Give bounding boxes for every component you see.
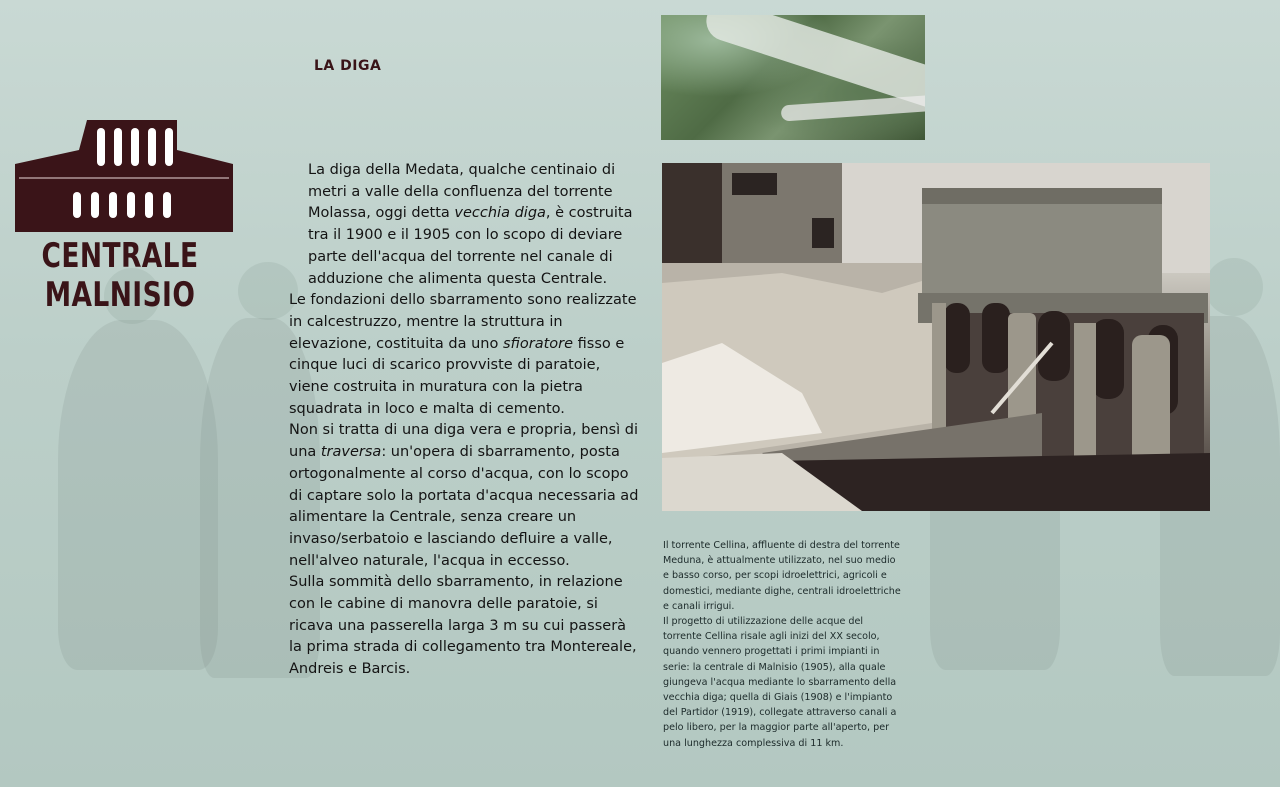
- paragraph-1: La diga della Medata, qualche centinaio di metri a valle della confluenza del torrente Molassa, oggi detta vecchia diga, è costruita tra il 1900 e il 1905 con lo scopo di deviare parte dell'acqua del torrente nel canale di adduzione che alimenta questa Centrale.: [308, 162, 633, 287]
- section-title: LA DIGA: [314, 58, 382, 74]
- aerial-valley-photo: [661, 15, 925, 140]
- historic-dam-photo: [662, 163, 1210, 511]
- logo-title-line-2: MALNISIO: [44, 275, 196, 315]
- background-figure: [58, 320, 218, 670]
- body-text: [289, 160, 641, 681]
- paragraph-3: Non si tratta di una diga vera e propria, bensì di una traversa: un'opera di sbarramento, posta ortogonalmente al corso d'acqua, con lo scopo di captare solo la portata d'acqua necessaria ad alimentare la Centrale, senza creare un invaso/serbatoio e lasciando defluire a valle, nell'alveo naturale, l'acqua in eccesso.: [289, 422, 639, 569]
- river-stroke: [781, 94, 925, 121]
- caption-paragraph-2: Il progetto di utilizzazione delle acque del torrente Cellina risale agli inizi del XX secolo, quando vennero progettati i primi impianti in serie: la centrale di Malnisio (1905), alla quale giungeva l'acqua mediante lo sbarramento della vecchia diga; quella di Giais (1908) e l'impianto del Partidor (1919), collegate attraverso canali a pelo libero, per la maggior parte all'aperto, per una lunghezza complessiva di 11 km.: [663, 616, 897, 749]
- photo-caption: [663, 538, 903, 751]
- caption-paragraph-1: Il torrente Cellina, affluente di destra del torrente Meduna, è attualmente utilizzato, nel suo medio e basso corso, per scopi idroelettrici, agricoli e domestici, mediante dighe, centrali idroelettriche e canali irrigui.: [663, 540, 901, 612]
- background-figure-head: [1205, 258, 1263, 316]
- centrale-malnisio-logo: [15, 118, 235, 318]
- power-station-icon: [15, 118, 235, 238]
- paragraph-2: Le fondazioni dello sbarramento sono realizzate in calcestruzzo, mentre la struttura in elevazione, costituita da uno sfioratore fisso e cinque luci di scarico provviste di paratoie, viene costruita in muratura con la pietra squadrata in loco e malta di cemento.: [289, 292, 637, 417]
- paragraph-4: Sulla sommità dello sbarramento, in relazione con le cabine di manovra delle paratoie, si ricava una passerella larga 3 m su cui passerà la prima strada di collegamento tra Montereale, Andreis e Barcis.: [289, 574, 637, 678]
- logo-title-line-1: CENTRALE: [41, 236, 199, 276]
